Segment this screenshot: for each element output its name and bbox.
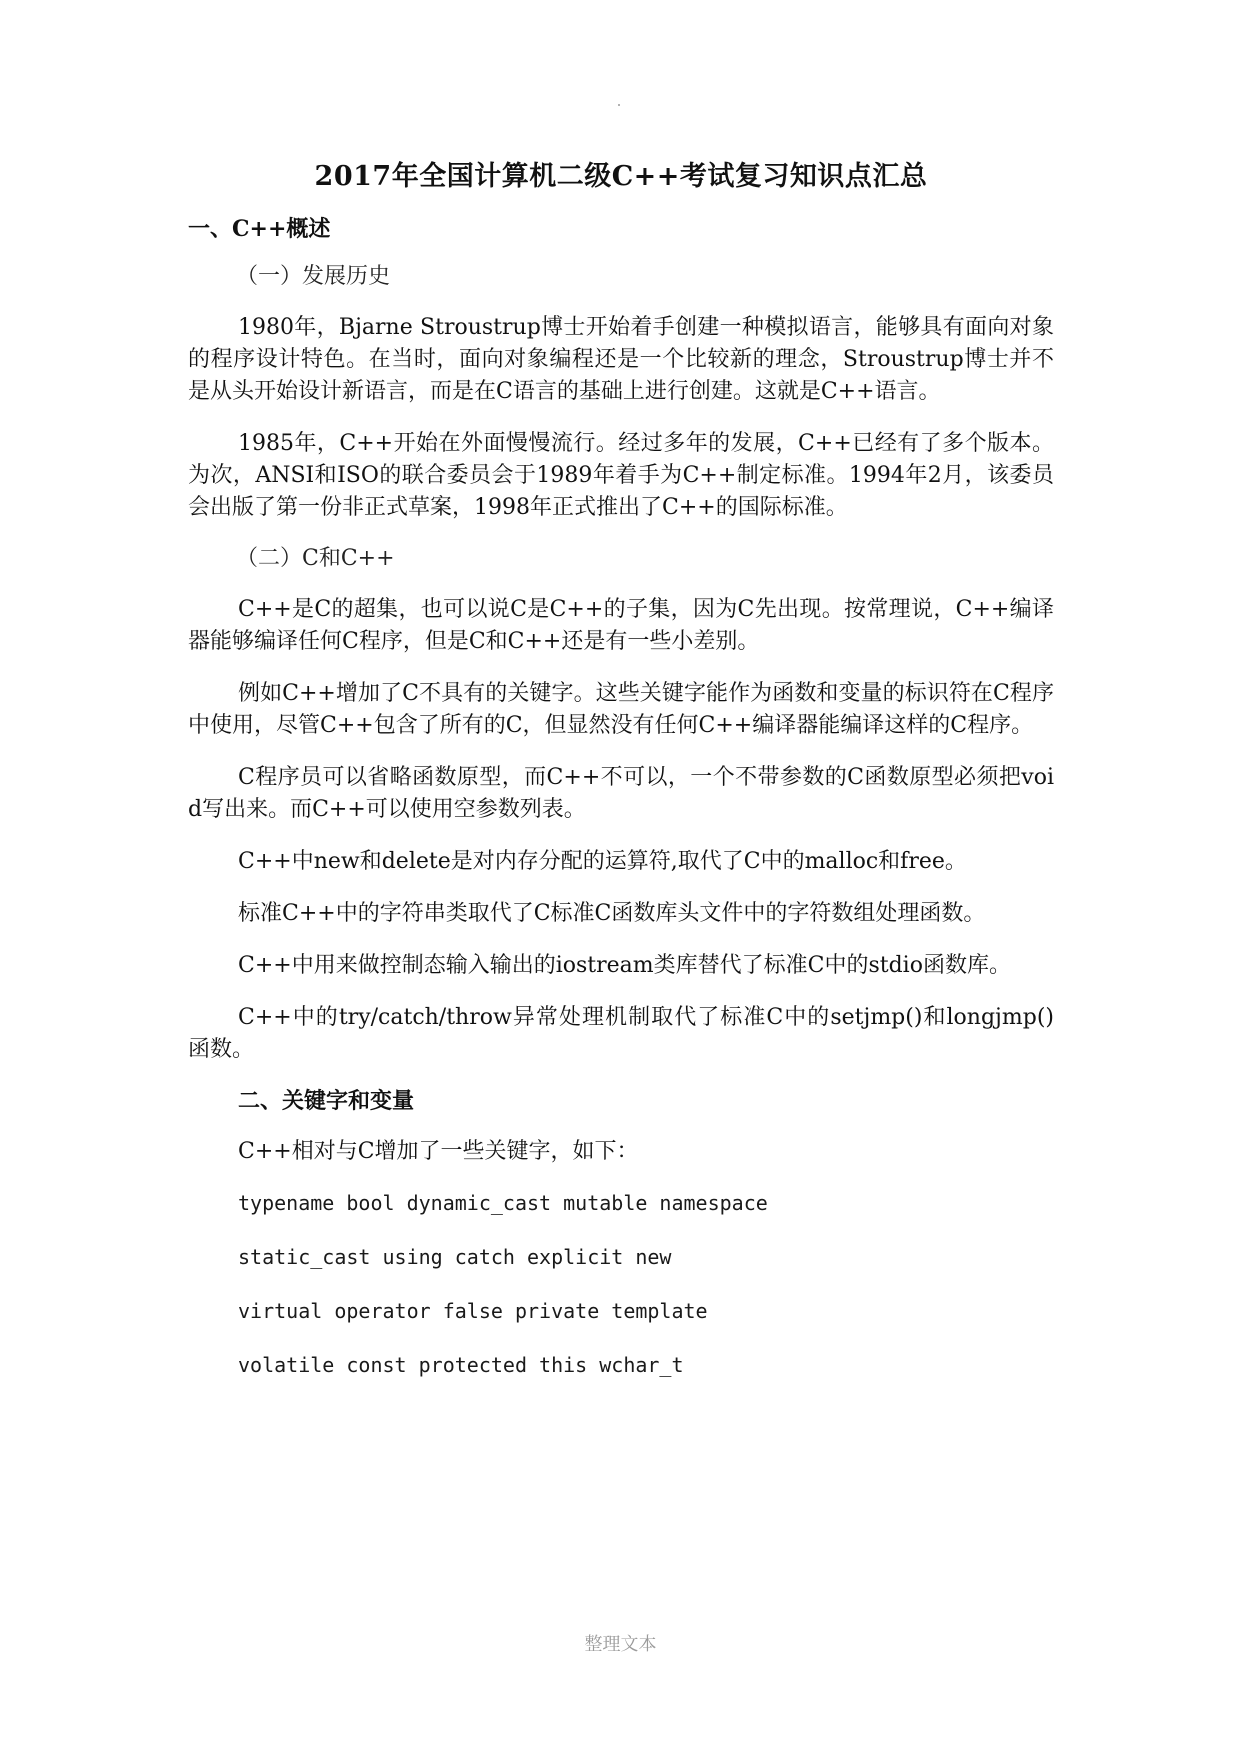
section-heading-keywords: 二、关键字和变量 (238, 1088, 415, 1114)
section-heading-overview: 一、C++概述 (188, 216, 331, 242)
paragraph: C++中用来做控制态输入输出的iostream类库替代了标准C中的stdio函数库。 (238, 953, 1011, 978)
keyword-line: static_cast using catch explicit new (238, 1245, 672, 1269)
paragraph: C++中new和delete是对内存分配的运算符,取代了C中的malloc和free。 (238, 849, 967, 874)
document-title: 2017年全国计算机二级C++考试复习知识点汇总 (314, 161, 928, 192)
paragraph: C程序员可以省略函数原型，而C++不可以，一个不带参数的C函数原型必须把void写出来。而C++可以使用空参数列表。 (188, 765, 1054, 822)
paragraph: 例如C++增加了C不具有的关键字。这些关键字能作为函数和变量的标识符在C程序中使用，尽管C++包含了所有的C，但显然没有任何C++编译器能编译这样的C程序。 (188, 681, 1054, 738)
subsection-heading-c-and-cpp: （二）C和C++ (236, 546, 395, 571)
paragraph: 1985年，C++开始在外面慢慢流行。经过多年的发展，C++已经有了多个版本。为次，ANSI和ISO的联合委员会于1989年着手为C++制定标准。1994年2月，该委员会出版了第一份非正式草案，1998年正式推出了C++的国际标准。 (188, 431, 1054, 520)
keyword-line: virtual operator false private template (238, 1299, 708, 1323)
page-footer: 整理文本 (584, 1634, 657, 1655)
paragraph: C++相对与C增加了一些关键字，如下： (238, 1139, 639, 1164)
subsection-heading-history: （一）发展历史 (236, 264, 391, 289)
paragraph: C++中的try/catch/throw异常处理机制取代了标准C中的setjmp()和longjmp()函数。 (188, 1005, 1054, 1062)
keyword-line: volatile const protected this wchar_t (238, 1353, 684, 1377)
paragraph: 标准C++中的字符串类取代了C标准C函数库头文件中的字符数组处理函数。 (238, 901, 986, 926)
document-body (188, 160, 1054, 1404)
header-dot (618, 104, 620, 106)
paragraph: 1980年，Bjarne Stroustrup博士开始着手创建一种模拟语言，能够具有面向对象的程序设计特色。在当时，面向对象编程还是一个比较新的理念，Stroustrup博士并不是从头开始设计新语言，而是在C语言的基础上进行创建。这就是C++语言。 (188, 315, 1054, 404)
keyword-line: typename bool dynamic_cast mutable namespace (238, 1191, 768, 1215)
paragraph: C++是C的超集，也可以说C是C++的子集，因为C先出现。按常理说，C++编译器能够编译任何C程序，但是C和C++还是有一些小差别。 (188, 597, 1054, 654)
